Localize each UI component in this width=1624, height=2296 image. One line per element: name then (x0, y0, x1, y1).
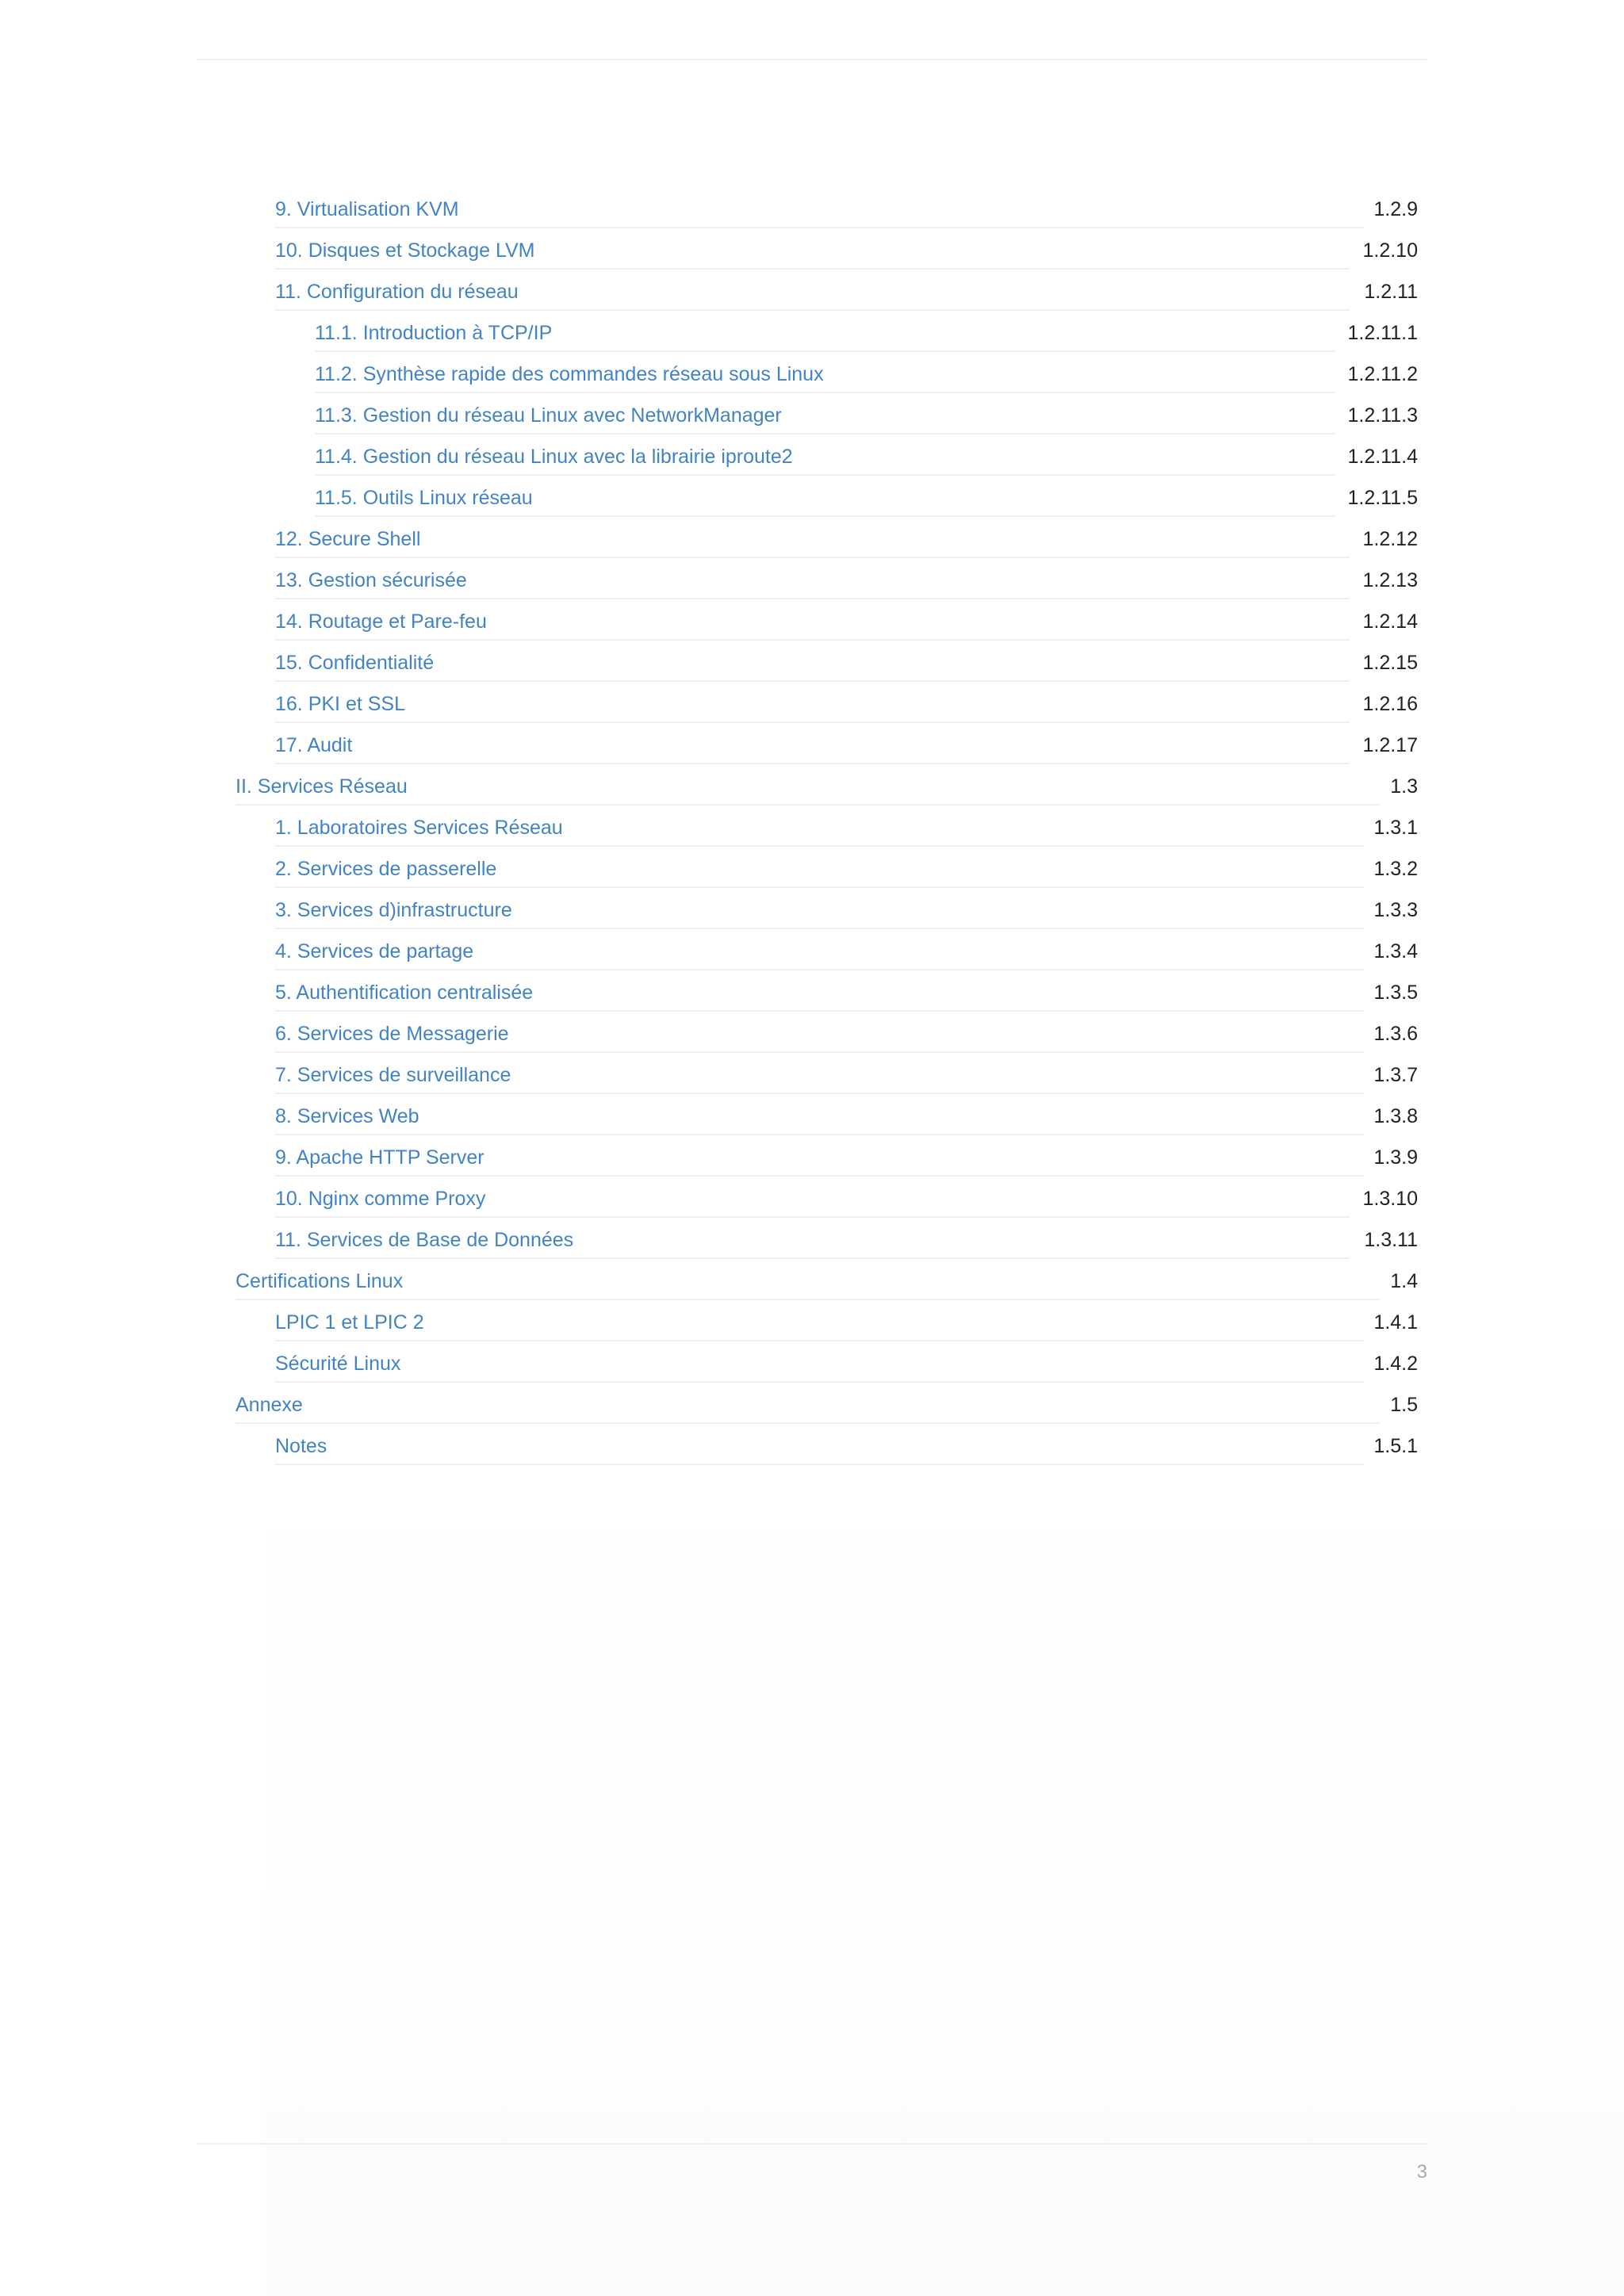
toc-entry[interactable] (0, 723, 1624, 764)
toc-entry-divider (275, 1464, 1364, 1465)
toc-entry-link[interactable]: 14. Routage et Pare-feu (275, 610, 487, 633)
toc-entry-link[interactable]: 16. PKI et SSL (275, 693, 405, 715)
toc-entry-number: 1.3.5 (1373, 982, 1418, 1004)
toc-entry-link[interactable]: 17. Audit (275, 734, 353, 756)
toc-entry-link[interactable]: 15. Confidentialité (275, 652, 435, 674)
toc-entry-link[interactable]: 11. Services de Base de Données (275, 1229, 574, 1251)
toc-entry[interactable] (0, 1135, 1624, 1177)
toc-entry[interactable] (0, 1259, 1624, 1300)
toc-entry-link[interactable]: 11.4. Gestion du réseau Linux avec la librairie iproute2 (315, 446, 793, 468)
toc-entry-number: 1.2.17 (1362, 734, 1418, 756)
toc-entry-link[interactable]: 11.5. Outils Linux réseau (315, 487, 533, 509)
toc-entry-number: 1.5 (1390, 1394, 1418, 1416)
toc-entry-number: 1.3.10 (1362, 1188, 1418, 1210)
toc-entry[interactable] (0, 1094, 1624, 1135)
toc-entry[interactable] (0, 888, 1624, 929)
toc-entry-number: 1.3.4 (1373, 940, 1418, 962)
toc-entry-number: 1.2.11.5 (1347, 487, 1418, 509)
toc-entry-link[interactable]: 4. Services de partage (275, 940, 474, 962)
toc-entry-link[interactable]: 9. Apache HTTP Server (275, 1146, 485, 1169)
toc-entry[interactable] (0, 929, 1624, 970)
toc-entry-number: 1.4.1 (1373, 1311, 1418, 1334)
toc-entry-number: 1.2.16 (1362, 693, 1418, 715)
toc-entry-link[interactable]: 12. Secure Shell (275, 528, 421, 550)
toc-entry[interactable] (0, 682, 1624, 723)
toc-entry-link[interactable]: LPIC 1 et LPIC 2 (275, 1311, 424, 1334)
toc-entry[interactable] (0, 764, 1624, 806)
toc-entry-link[interactable]: 6. Services de Messagerie (275, 1023, 509, 1045)
toc-entry[interactable] (0, 847, 1624, 888)
toc-entry-number: 1.3.8 (1373, 1105, 1418, 1127)
toc-entry[interactable] (0, 1177, 1624, 1218)
toc-entry-number: 1.2.11 (1364, 281, 1418, 303)
toc-entry[interactable] (0, 1012, 1624, 1053)
toc-entry-link[interactable]: 3. Services d)infrastructure (275, 899, 512, 921)
toc-entry-number: 1.2.15 (1362, 652, 1418, 674)
toc-entry-link[interactable]: Annexe (236, 1394, 303, 1416)
toc-entry[interactable] (0, 1300, 1624, 1341)
toc-entry-number: 1.4.2 (1373, 1353, 1418, 1375)
toc-entry-number: 1.2.12 (1362, 528, 1418, 550)
toc-entry[interactable] (0, 1383, 1624, 1424)
toc-entry-number: 1.2.9 (1373, 198, 1418, 220)
toc-entry-number: 1.3.9 (1373, 1146, 1418, 1169)
toc-entry[interactable] (0, 558, 1624, 599)
toc-entry[interactable] (0, 311, 1624, 352)
toc-entry[interactable] (0, 434, 1624, 476)
toc-entry-number: 1.2.13 (1362, 569, 1418, 591)
toc-entry[interactable] (0, 1218, 1624, 1259)
toc-entry[interactable] (0, 599, 1624, 641)
toc-entry-number: 1.2.11.2 (1347, 363, 1418, 385)
toc-entry-link[interactable]: 2. Services de passerelle (275, 858, 497, 880)
toc-entry[interactable] (0, 641, 1624, 682)
toc-entry-link[interactable]: 11.1. Introduction à TCP/IP (315, 322, 553, 344)
toc-entry-link[interactable]: 10. Nginx comme Proxy (275, 1188, 486, 1210)
toc-entry-link[interactable]: 5. Authentification centralisée (275, 982, 534, 1004)
toc-entry-number: 1.3.1 (1373, 817, 1418, 839)
toc-entry-link[interactable]: Sécurité Linux (275, 1353, 401, 1375)
toc-entry-link[interactable]: 11.3. Gestion du réseau Linux avec NetworkManager (315, 404, 782, 427)
toc-entry-link[interactable]: 13. Gestion sécurisée (275, 569, 467, 591)
toc-entry-number: 1.2.11.1 (1347, 322, 1418, 344)
toc-entry-link[interactable]: Notes (275, 1435, 327, 1457)
toc-entry[interactable] (0, 187, 1624, 228)
toc-entry-link[interactable]: 8. Services Web (275, 1105, 419, 1127)
toc-entry-number: 1.2.11.4 (1347, 446, 1418, 468)
toc-entry[interactable] (0, 1424, 1624, 1465)
toc-entry-number: 1.3.11 (1364, 1229, 1418, 1251)
toc-entry-number: 1.2.10 (1362, 239, 1418, 262)
toc-entry-link[interactable]: 11. Configuration du réseau (275, 281, 519, 303)
toc-entry-link[interactable]: II. Services Réseau (236, 775, 408, 798)
header-rule (197, 59, 1427, 60)
toc-entry-link[interactable]: 9. Virtualisation KVM (275, 198, 459, 220)
toc-entry[interactable] (0, 228, 1624, 270)
toc-entry-link[interactable]: 7. Services de surveillance (275, 1064, 511, 1086)
toc-entry-number: 1.3.7 (1373, 1064, 1418, 1086)
toc-entry-link[interactable]: Certifications Linux (236, 1270, 404, 1292)
toc-entry-number: 1.3 (1390, 775, 1418, 798)
toc-entry[interactable] (0, 517, 1624, 558)
toc-entry[interactable] (0, 393, 1624, 434)
toc-entry[interactable] (0, 1053, 1624, 1094)
toc-entry[interactable] (0, 970, 1624, 1012)
toc-entry-number: 1.4 (1390, 1270, 1418, 1292)
toc-entry-link[interactable]: 11.2. Synthèse rapide des commandes réseau sous Linux (315, 363, 824, 385)
toc-entry[interactable] (0, 352, 1624, 393)
toc-entry-number: 1.2.14 (1362, 610, 1418, 633)
toc-entry[interactable] (0, 476, 1624, 517)
toc-entry-link[interactable]: 10. Disques et Stockage LVM (275, 239, 535, 262)
toc-entry-number: 1.3.6 (1373, 1023, 1418, 1045)
page-number: 3 (1416, 2161, 1427, 2183)
toc-entry-number: 1.3.3 (1373, 899, 1418, 921)
toc-entry-number: 1.2.11.3 (1347, 404, 1418, 427)
toc-entry-link[interactable]: 1. Laboratoires Services Réseau (275, 817, 563, 839)
toc-entry[interactable] (0, 1341, 1624, 1383)
toc-entry[interactable] (0, 270, 1624, 311)
toc-entry-number: 1.3.2 (1373, 858, 1418, 880)
footer-rule (197, 2143, 1427, 2145)
table-of-contents (0, 187, 1624, 1465)
toc-entry-number: 1.5.1 (1373, 1435, 1418, 1457)
toc-entry[interactable] (0, 806, 1624, 847)
